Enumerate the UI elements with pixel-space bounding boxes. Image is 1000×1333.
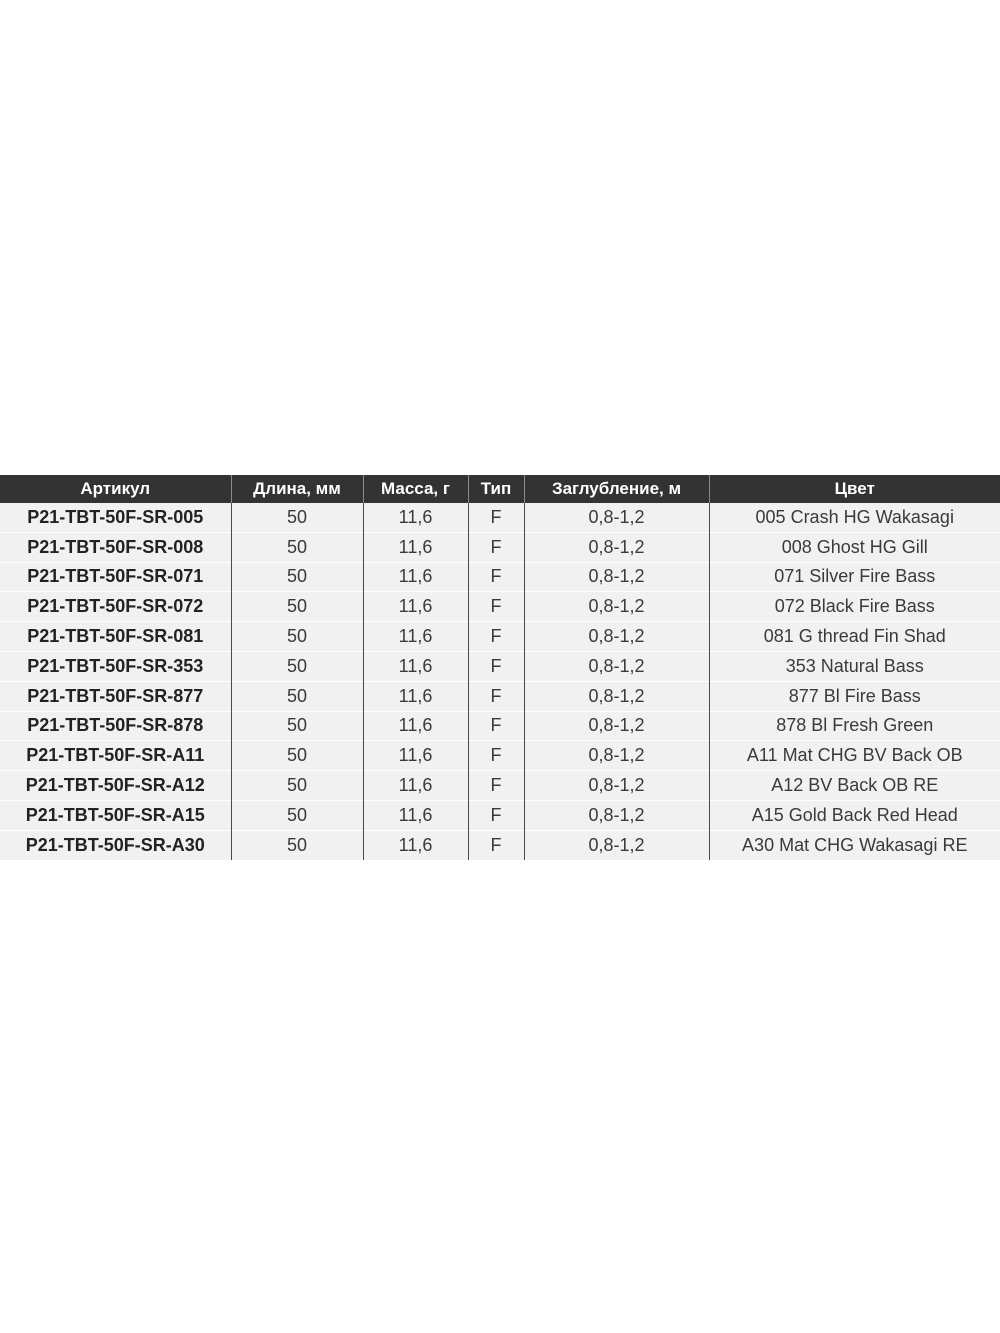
header-article: Артикул — [0, 475, 231, 503]
cell-type: F — [468, 830, 524, 859]
table-row — [0, 622, 1000, 652]
cell-length: 50 — [231, 830, 363, 859]
cell-type: F — [468, 771, 524, 801]
cell-depth: 0,8-1,2 — [524, 741, 709, 771]
cell-color: A15 Gold Back Red Head — [709, 800, 1000, 830]
cell-article: P21-TBT-50F-SR-072 — [0, 592, 231, 622]
header-depth: Заглубление, м — [524, 475, 709, 503]
cell-depth: 0,8-1,2 — [524, 830, 709, 859]
cell-mass: 11,6 — [363, 532, 468, 562]
table-header-row — [0, 475, 1000, 503]
cell-mass: 11,6 — [363, 800, 468, 830]
table-row — [0, 562, 1000, 592]
cell-color: 877 Bl Fire Bass — [709, 681, 1000, 711]
cell-mass: 11,6 — [363, 830, 468, 859]
cell-article: P21-TBT-50F-SR-A11 — [0, 741, 231, 771]
cell-mass: 11,6 — [363, 622, 468, 652]
cell-length: 50 — [231, 771, 363, 801]
cell-length: 50 — [231, 622, 363, 652]
cell-depth: 0,8-1,2 — [524, 592, 709, 622]
table-row — [0, 711, 1000, 741]
cell-depth: 0,8-1,2 — [524, 711, 709, 741]
cell-length: 50 — [231, 592, 363, 622]
cell-article: P21-TBT-50F-SR-005 — [0, 503, 231, 532]
cell-color: 072 Black Fire Bass — [709, 592, 1000, 622]
cell-color: 081 G thread Fin Shad — [709, 622, 1000, 652]
cell-depth: 0,8-1,2 — [524, 681, 709, 711]
cell-article: P21-TBT-50F-SR-071 — [0, 562, 231, 592]
cell-type: F — [468, 711, 524, 741]
cell-depth: 0,8-1,2 — [524, 503, 709, 532]
cell-depth: 0,8-1,2 — [524, 532, 709, 562]
cell-type: F — [468, 532, 524, 562]
cell-type: F — [468, 592, 524, 622]
cell-mass: 11,6 — [363, 741, 468, 771]
cell-length: 50 — [231, 532, 363, 562]
cell-length: 50 — [231, 562, 363, 592]
cell-depth: 0,8-1,2 — [524, 651, 709, 681]
cell-article: P21-TBT-50F-SR-353 — [0, 651, 231, 681]
cell-mass: 11,6 — [363, 592, 468, 622]
cell-type: F — [468, 651, 524, 681]
header-mass: Масса, г — [363, 475, 468, 503]
cell-mass: 11,6 — [363, 681, 468, 711]
cell-mass: 11,6 — [363, 651, 468, 681]
table-row — [0, 651, 1000, 681]
cell-length: 50 — [231, 711, 363, 741]
header-type: Тип — [468, 475, 524, 503]
cell-article: P21-TBT-50F-SR-081 — [0, 622, 231, 652]
table-row — [0, 800, 1000, 830]
header-length: Длина, мм — [231, 475, 363, 503]
cell-length: 50 — [231, 651, 363, 681]
cell-type: F — [468, 800, 524, 830]
table-row — [0, 592, 1000, 622]
cell-color: 008 Ghost HG Gill — [709, 532, 1000, 562]
table-row — [0, 741, 1000, 771]
cell-length: 50 — [231, 503, 363, 532]
cell-type: F — [468, 562, 524, 592]
cell-mass: 11,6 — [363, 562, 468, 592]
cell-color: 353 Natural Bass — [709, 651, 1000, 681]
table-row — [0, 532, 1000, 562]
cell-article: P21-TBT-50F-SR-A15 — [0, 800, 231, 830]
cell-type: F — [468, 503, 524, 532]
cell-color: 005 Crash HG Wakasagi — [709, 503, 1000, 532]
cell-type: F — [468, 741, 524, 771]
cell-color: A12 BV Back OB RE — [709, 771, 1000, 801]
cell-length: 50 — [231, 681, 363, 711]
cell-article: P21-TBT-50F-SR-878 — [0, 711, 231, 741]
cell-mass: 11,6 — [363, 771, 468, 801]
cell-mass: 11,6 — [363, 503, 468, 532]
table-row — [0, 503, 1000, 532]
table-row — [0, 830, 1000, 859]
cell-depth: 0,8-1,2 — [524, 771, 709, 801]
cell-mass: 11,6 — [363, 711, 468, 741]
cell-article: P21-TBT-50F-SR-877 — [0, 681, 231, 711]
cell-article: P21-TBT-50F-SR-A12 — [0, 771, 231, 801]
cell-depth: 0,8-1,2 — [524, 562, 709, 592]
cell-color: A30 Mat CHG Wakasagi RE — [709, 830, 1000, 859]
cell-length: 50 — [231, 800, 363, 830]
cell-type: F — [468, 681, 524, 711]
cell-color: A11 Mat CHG BV Back OB — [709, 741, 1000, 771]
cell-type: F — [468, 622, 524, 652]
table-row — [0, 771, 1000, 801]
spec-table — [0, 475, 1000, 860]
table-row — [0, 681, 1000, 711]
cell-color: 071 Silver Fire Bass — [709, 562, 1000, 592]
cell-length: 50 — [231, 741, 363, 771]
cell-depth: 0,8-1,2 — [524, 622, 709, 652]
header-color: Цвет — [709, 475, 1000, 503]
cell-article: P21-TBT-50F-SR-A30 — [0, 830, 231, 859]
cell-color: 878 Bl Fresh Green — [709, 711, 1000, 741]
cell-article: P21-TBT-50F-SR-008 — [0, 532, 231, 562]
cell-depth: 0,8-1,2 — [524, 800, 709, 830]
